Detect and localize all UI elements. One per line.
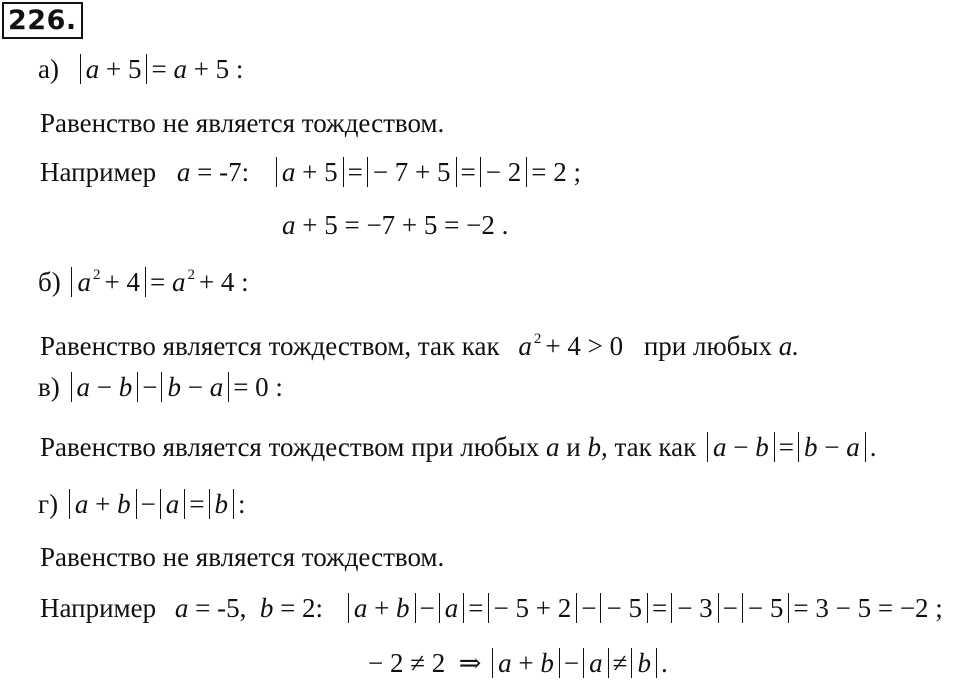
part-b-label: б) [38,267,61,297]
part-g-example-line [40,591,943,625]
part-b-verdict-var: a. [778,331,800,361]
part-v-statement-line [38,370,283,404]
part-v-verdict-mid: , так как [600,432,697,462]
part-a-label: а) [38,54,59,84]
part-g-verdict: Равенство не является тождеством. [40,542,445,572]
part-g-example-prefix: Например [40,593,157,623]
part-a-example-line [40,155,581,189]
part-v-and: и [566,432,581,462]
part-b-verdict-line [40,322,799,363]
part-v-var-a: a [546,432,560,462]
part-b-verdict-expr: a $^2$ + 4 > 0 [518,331,624,361]
part-v-verdict-prefix: Равенство является тождеством при любых [40,432,540,462]
part-a-statement: a + 5 = a + 5 : [76,54,244,84]
part-v-verdict-line [40,430,876,464]
part-a-verdict: Равенство не является тождеством. [40,108,445,138]
part-g-example-calc: a + b − a = − 5 + 2 − − 5 = − 3 − − 5 = 3 − 5 = −2 ; [344,593,943,623]
part-g-example-values: a = -5, b = 2: [174,593,324,623]
part-b-statement-line [38,258,249,299]
part-v-verdict-expr: a − b = b − a . [703,432,876,462]
part-v-var-b: b [587,432,601,462]
part-a-example-prefix: Например [40,157,157,187]
part-a-statement-line [38,52,251,86]
part-a-example-calc: a + 5 = − 7 + 5 = − 2 = 2 ; [272,157,581,187]
part-g-statement: a + b − a = b : [65,489,246,519]
part-g-conclusion: − 2 ≠ 2 ⇒ a + b − a ≠ b . [368,648,668,678]
part-b-statement: a $^2$ + 4 = a $^2$ + 4 : [67,267,248,297]
part-b-verdict-suffix: при любых [643,331,773,361]
part-b-verdict-prefix: Равенство является тождеством, так как [40,331,500,361]
part-g-statement-line [38,487,246,521]
part-a-example-calc2: a + 5 = −7 + 5 = −2 . [282,210,509,240]
part-v-label: в) [38,372,60,402]
part-g-label: г) [38,489,59,519]
part-v-statement: a − b − b − a = 0 : [67,372,283,402]
problem-number: 226. [2,2,83,39]
part-a-example-value: a = -7: [176,157,250,187]
